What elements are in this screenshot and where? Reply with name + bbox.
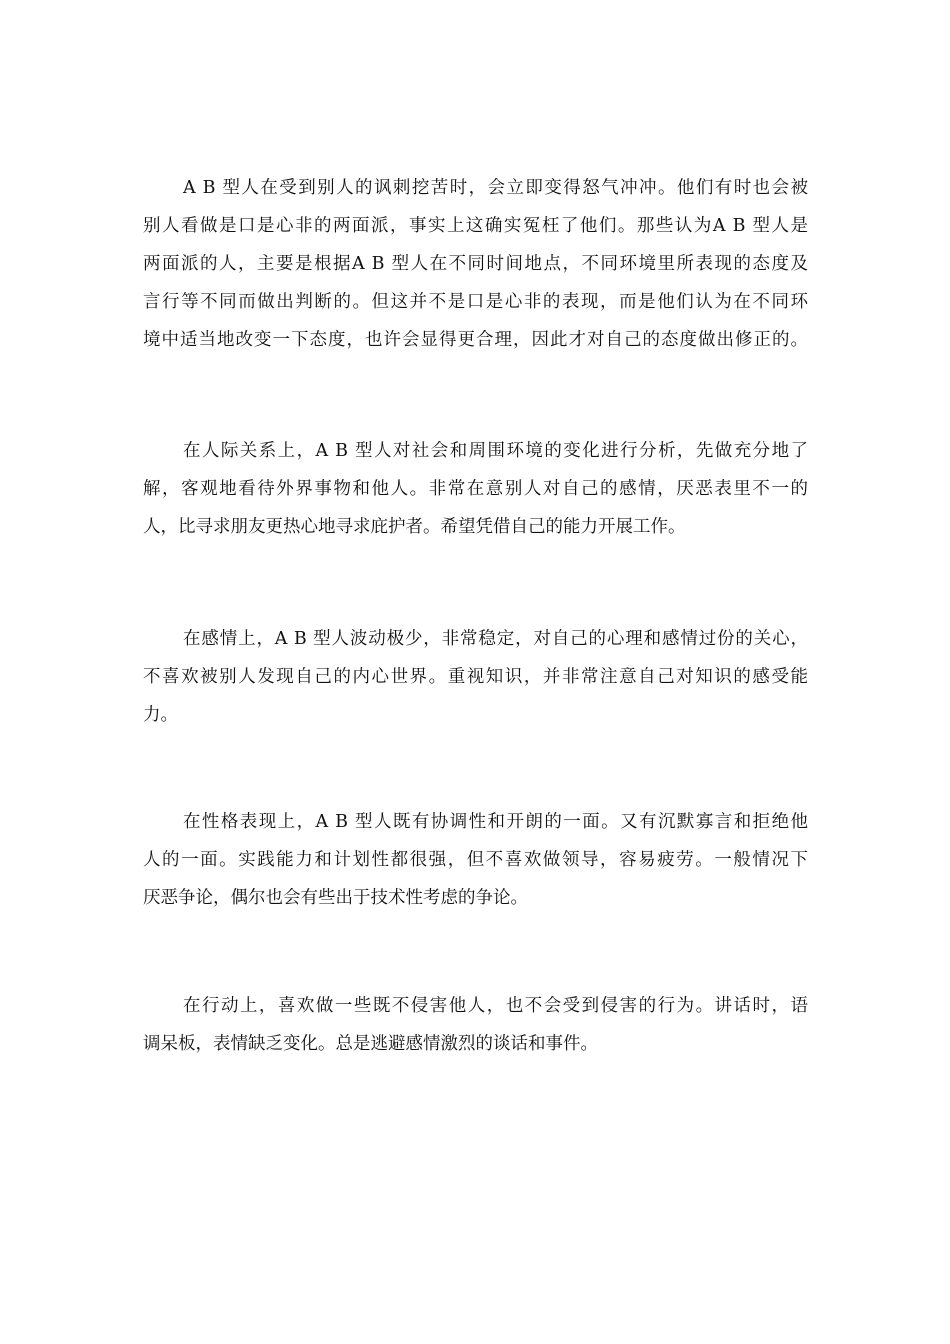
paragraph-line: 境中适当地改变一下态度，也许会显得更合理，因此才对自己的态度做出修正的。 <box>143 330 808 350</box>
paragraph-line: A B 型人在受到别人的讽刺挖苦时，会立即变得怒气冲冲。他们有时也会被 <box>183 178 808 198</box>
paragraph-3 <box>143 620 808 734</box>
paragraph-line: 两面派的人，主要是根据A B 型人在不同时间地点，不同环境里所表现的态度及 <box>143 254 808 274</box>
paragraph-line: 厌恶争论，偶尔也会有些出于技术性考虑的争论。 <box>143 888 528 908</box>
paragraph-line: 人的一面。实践能力和计划性都很强，但不喜欢做领导，容易疲劳。一般情况下 <box>143 850 808 870</box>
paragraph-line: 调呆板，表情缺乏变化。总是逃避感情激烈的谈话和事件。 <box>143 1034 598 1054</box>
paragraph-line: 在行动上，喜欢做一些既不侵害他人，也不会受到侵害的行为。讲话时，语 <box>183 996 808 1016</box>
paragraph-line: 言行等不同而做出判断的。但这并不是口是心非的表现，而是他们认为在不同环 <box>143 292 808 312</box>
paragraph-line: 不喜欢被别人发现自己的内心世界。重视知识，并非常注意自己对知识的感受能 <box>143 667 808 687</box>
paragraph-1 <box>143 169 808 359</box>
paragraph-line: 解，客观地看待外界事物和他人。非常在意别人对自己的感情，厌恶表里不一的 <box>143 479 808 499</box>
paragraph-line: 在性格表现上，A B 型人既有协调性和开朗的一面。又有沉默寡言和拒绝他 <box>183 812 808 832</box>
paragraph-line: 在感情上，A B 型人波动极少，非常稳定，对自己的心理和感情过份的关心， <box>183 629 808 649</box>
paragraph-line: 在人际关系上，A B 型人对社会和周围环境的变化进行分析，先做充分地了 <box>183 441 808 461</box>
paragraph-5 <box>143 987 808 1063</box>
paragraph-2 <box>143 432 808 546</box>
paragraph-line: 别人看做是口是心非的两面派，事实上这确实冤枉了他们。那些认为A B 型人是 <box>143 216 808 236</box>
paragraph-line: 人，比寻求朋友更热心地寻求庇护者。希望凭借自己的能力开展工作。 <box>143 517 686 537</box>
paragraph-line: 力。 <box>143 705 178 725</box>
paragraph-4 <box>143 803 808 917</box>
